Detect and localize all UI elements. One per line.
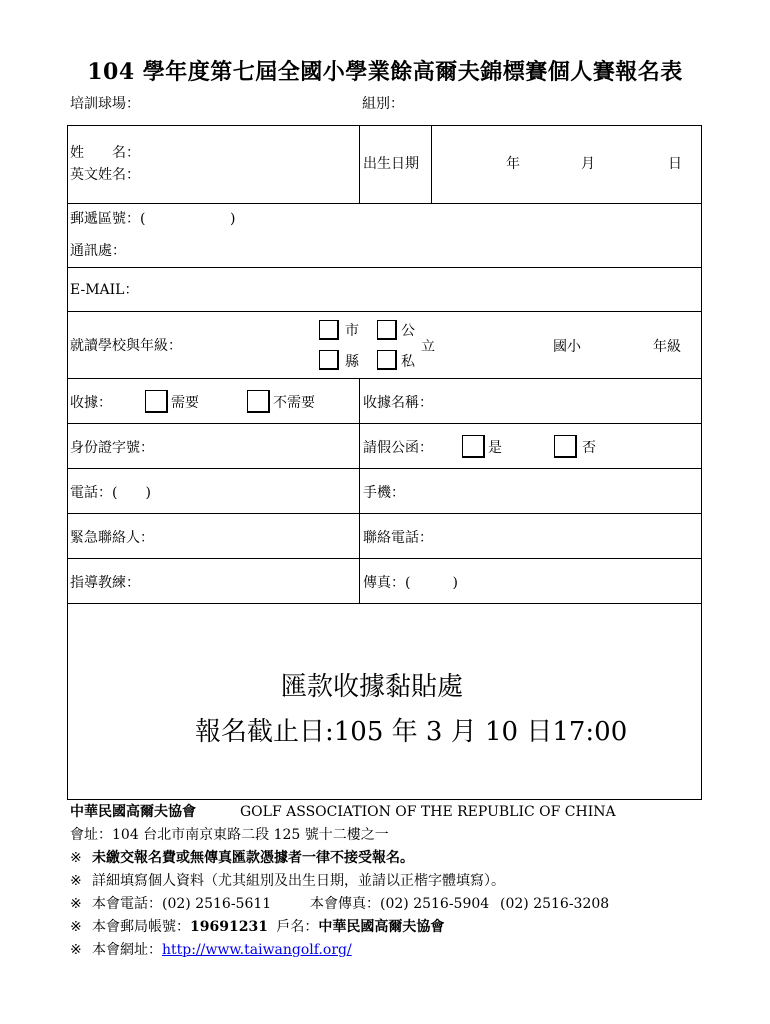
leave-no-text: 否 (582, 440, 596, 456)
postal-close: ) (230, 211, 236, 227)
registration-form (67, 125, 702, 800)
row-divider (68, 513, 701, 514)
note-mark: ※ (70, 942, 82, 958)
org-phone: 本會電話：(02) 2516-5611 (92, 896, 272, 912)
receipt-need-text: 需要 (171, 395, 199, 411)
county-text: 縣 (345, 354, 359, 370)
leave-label: 請假公函： (363, 440, 433, 456)
established-text: 立 (421, 339, 435, 355)
group-label: 組別： (362, 96, 404, 112)
note-mark: ※ (70, 896, 82, 912)
address-label: 通訊處： (70, 243, 126, 259)
org-address: 會址：104 台北市南京東路二段 125 號十二樓之一 (70, 827, 389, 843)
receipt-no-need-text: 不需要 (273, 395, 315, 411)
deadline-text: 報名截止日:105 年 3 月 10 日17:00 (195, 717, 628, 747)
birth-label: 出生日期 (363, 156, 419, 172)
col-divider (359, 126, 360, 203)
school-label: 就讀學校與年級： (70, 338, 182, 354)
grade-text: 年級 (653, 339, 681, 355)
birth-month: 月 (581, 156, 595, 172)
postal-account-label: 本會郵局帳號： (92, 919, 190, 935)
website-label: 本會網址： (92, 942, 162, 958)
contact-phone-label: 聯絡電話： (363, 530, 433, 546)
org-english-name: GOLF ASSOCIATION OF THE REPUBLIC OF CHINA (240, 804, 616, 820)
birth-year: 年 (506, 156, 520, 172)
receipt-no-need-checkbox[interactable] (247, 390, 270, 413)
note-fill-details: 詳細填寫個人資料（尤其組別及出生日期，並請以正楷字體填寫）。 (92, 873, 505, 889)
name-label: 姓 名： (70, 145, 140, 161)
receipt-paste-area: 匯款收據黏貼處 (281, 672, 464, 702)
private-text: 私 (401, 354, 415, 370)
english-name-label: 英文姓名： (70, 167, 140, 183)
emergency-label: 緊急聯絡人： (70, 530, 154, 546)
org-fax: 本會傳真：(02) 2516-5904 (310, 896, 490, 912)
email-label: E-MAIL： (70, 282, 139, 298)
account-name: 中華民國高爾夫協會 (318, 919, 445, 935)
receipt-label: 收據： (70, 395, 112, 411)
phone-label: 電話：( ) (70, 485, 151, 501)
private-checkbox[interactable] (377, 350, 397, 370)
row-divider (68, 558, 701, 559)
org-fax-2: (02) 2516-3208 (500, 896, 610, 912)
city-checkbox[interactable] (319, 320, 339, 340)
row-divider (68, 267, 701, 268)
postal-account-number: 19691231 (190, 919, 268, 935)
coach-label: 指導教練： (70, 575, 140, 591)
city-text: 市 (345, 323, 359, 339)
id-label: 身份證字號： (70, 440, 154, 456)
mobile-label: 手機： (363, 485, 405, 501)
note-unpaid: 未繳交報名費或無傳真匯款憑據者一律不接受報名。 (92, 850, 414, 866)
postal-account-line (92, 918, 444, 936)
row-divider (68, 378, 701, 379)
elementary-text: 國小 (553, 339, 581, 355)
org-name: 中華民國高爾夫協會 (70, 804, 196, 820)
note-mark: ※ (70, 873, 82, 889)
public-checkbox[interactable] (377, 320, 397, 340)
birth-day: 日 (668, 156, 682, 172)
page-title: 104 學年度第七屆全國小學業餘高爾夫錦標賽個人賽報名表 (87, 59, 683, 85)
row-divider (68, 423, 701, 424)
postal-label: 郵遞區號：( (70, 211, 146, 227)
note-mark: ※ (70, 850, 82, 866)
fax-label: 傳真：( ) (363, 575, 458, 591)
leave-no-checkbox[interactable] (554, 435, 577, 458)
website-line (92, 941, 352, 959)
row-divider (68, 203, 701, 204)
row-divider (68, 603, 701, 604)
leave-yes-text: 是 (488, 440, 502, 456)
note-mark: ※ (70, 919, 82, 935)
leave-yes-checkbox[interactable] (462, 435, 485, 458)
row-divider (68, 468, 701, 469)
receipt-need-checkbox[interactable] (145, 390, 168, 413)
course-label: 培訓球場： (70, 96, 140, 112)
county-checkbox[interactable] (319, 350, 339, 370)
receipt-name-label: 收據名稱： (363, 395, 433, 411)
public-text: 公 (401, 323, 415, 339)
website-link[interactable]: http://www.taiwangolf.org/ (162, 942, 352, 958)
row-divider (68, 311, 701, 312)
col-divider (431, 126, 432, 203)
account-name-label: 戶名： (276, 919, 319, 935)
col-divider (359, 378, 360, 603)
